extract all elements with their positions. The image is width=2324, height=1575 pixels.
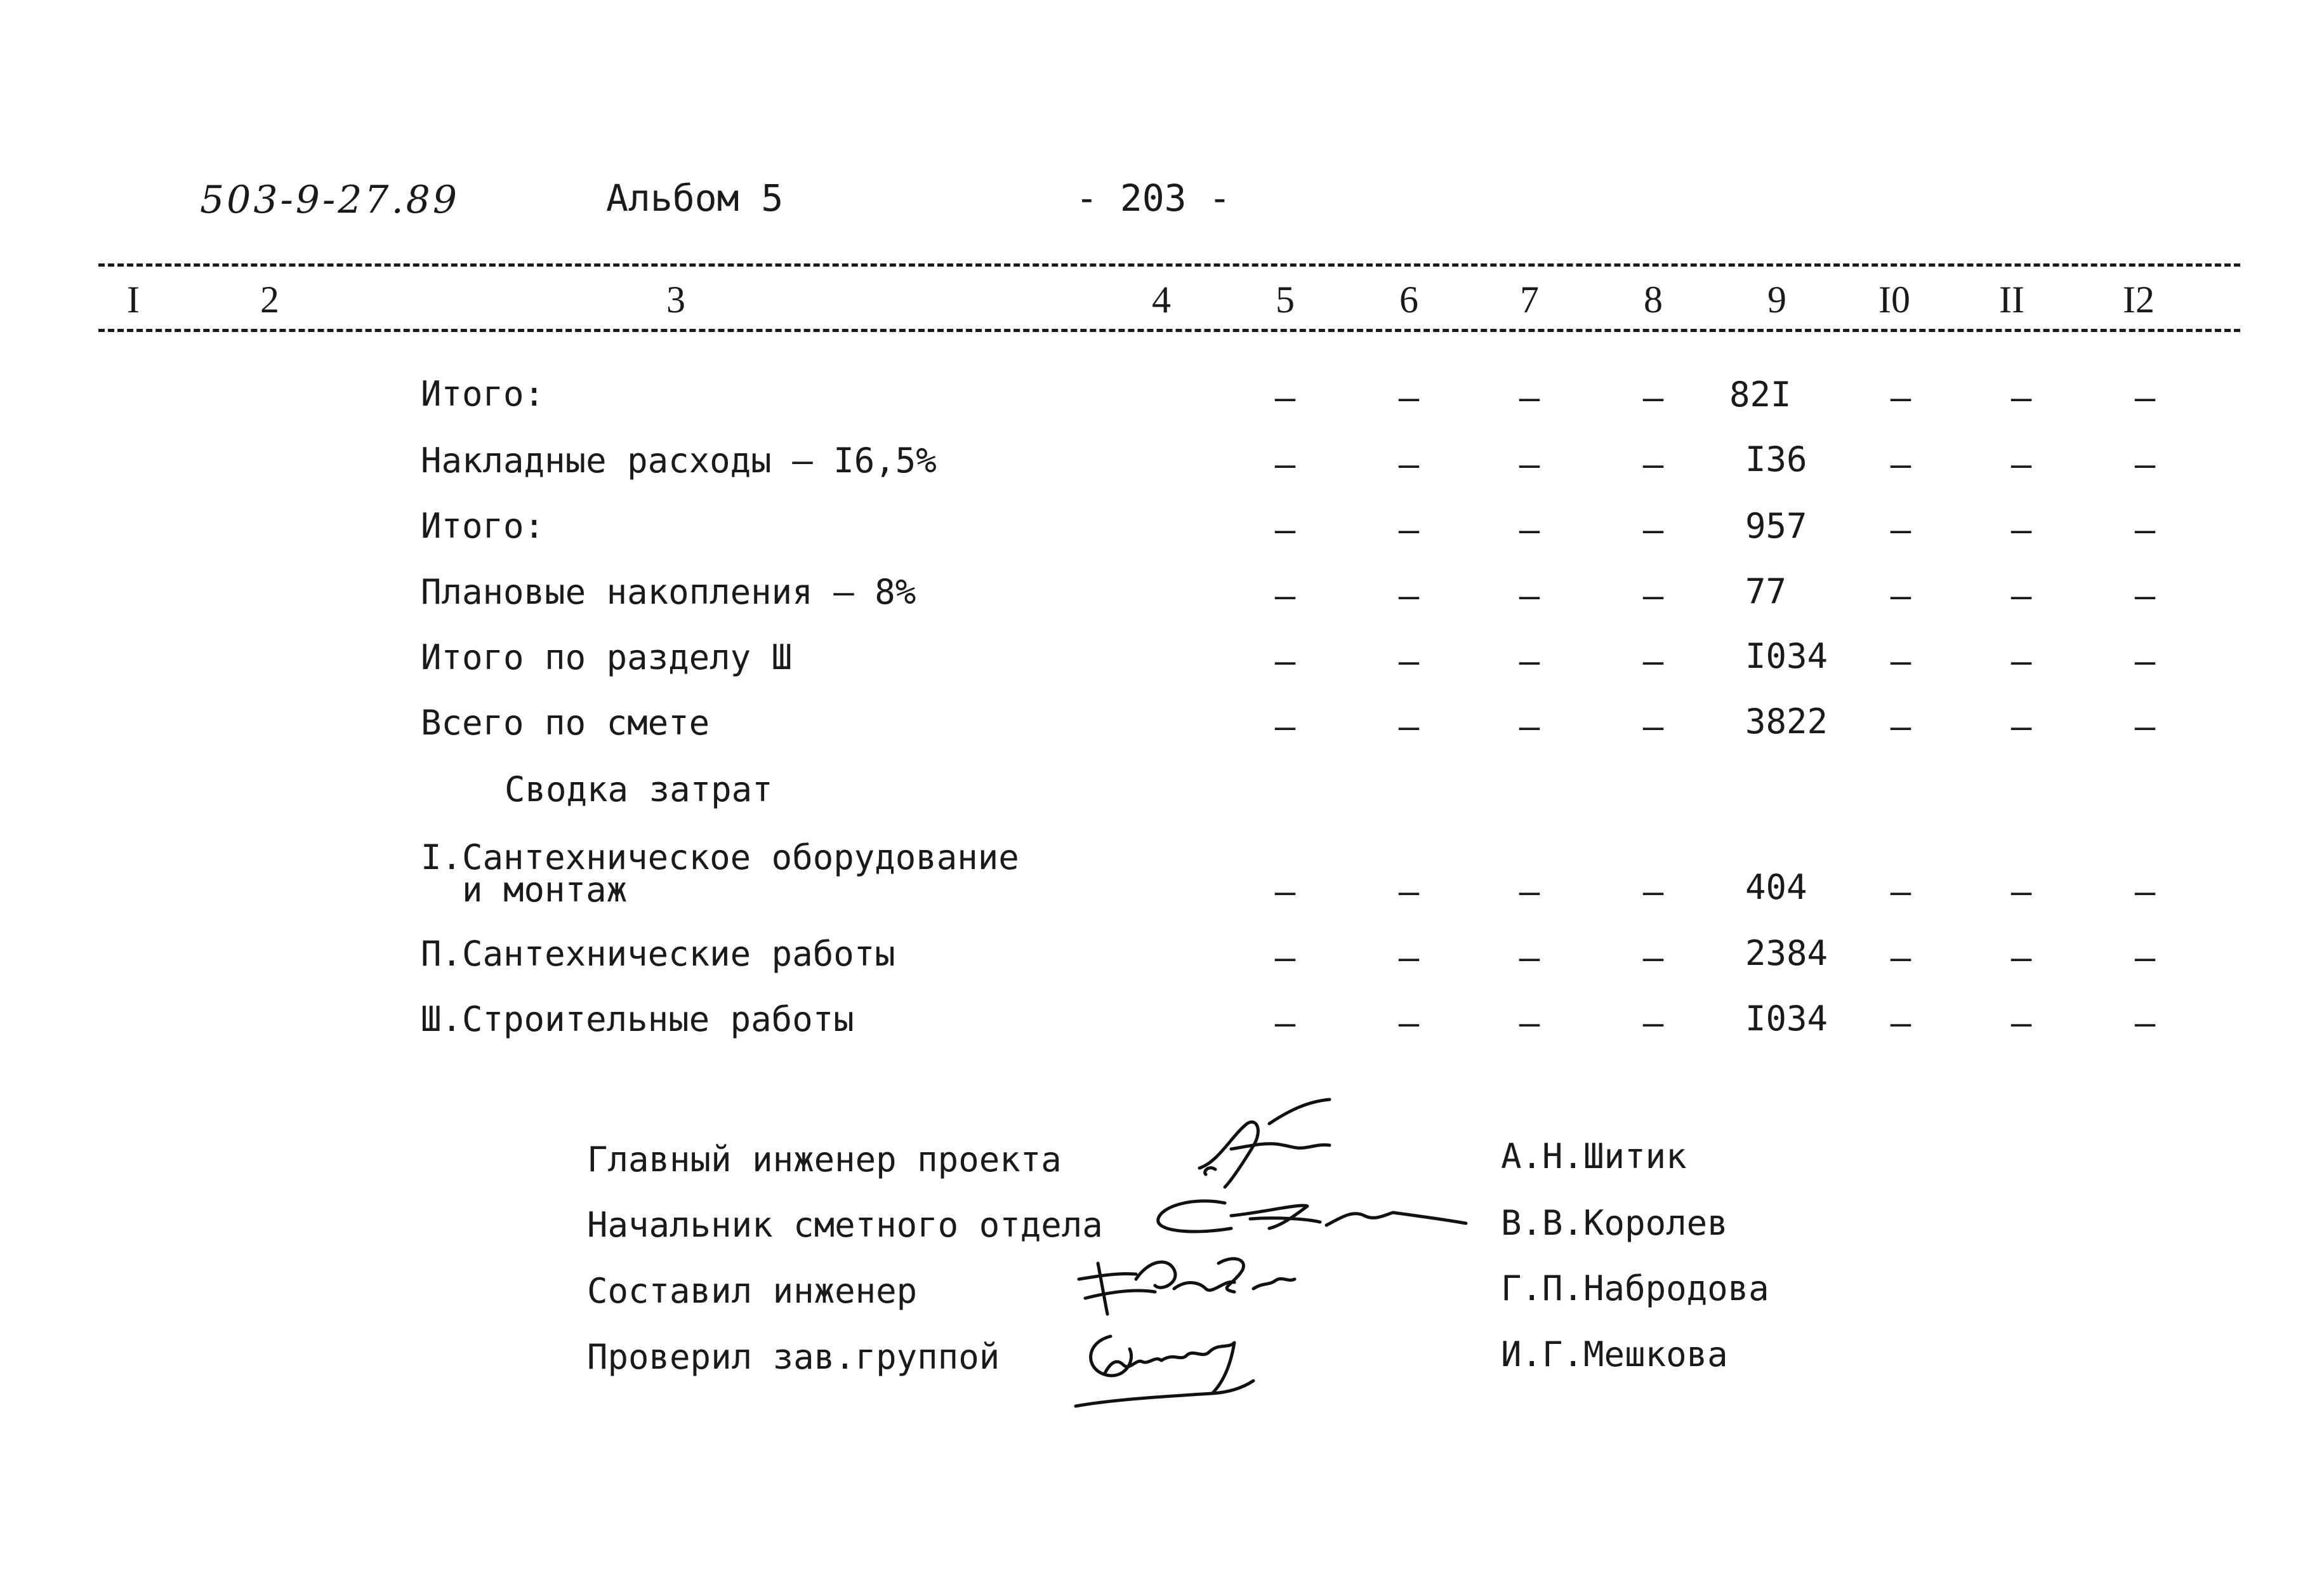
signature-role: Начальник сметного отдела (587, 1205, 1103, 1245)
signature-scribble-estimate-head (1155, 1190, 1472, 1247)
cell-col9: 82I (1729, 375, 1792, 415)
cell-col10: – (1890, 938, 1911, 978)
cell-col6: – (1398, 444, 1420, 484)
document-code: 503-9-27.89 (200, 178, 460, 222)
signature-scribble-chief-engineer (1193, 1098, 1358, 1193)
cell-col8: – (1642, 872, 1664, 912)
cell-col9: 957 (1745, 506, 1807, 546)
cell-col7: – (1519, 378, 1540, 418)
summary-title: Сводка затрат (505, 769, 773, 809)
row-label-continuation: и монтаж (462, 870, 628, 910)
row-label: Итого: (421, 374, 545, 414)
cell-col10: – (1890, 510, 1911, 550)
cell-col12: – (2134, 576, 2156, 616)
row-label: П.Сантехнические работы (421, 934, 895, 974)
cell-col12: – (2134, 1003, 2156, 1043)
column-number: 6 (1399, 279, 1418, 321)
cell-col12: – (2134, 444, 2156, 484)
signature-role: Главный инженер проекта (587, 1140, 1062, 1180)
row-label: Ш.Строительные работы (421, 999, 854, 1039)
row-label: Накладные расходы – I6,5% (421, 441, 937, 481)
cell-col12: – (2134, 378, 2156, 418)
cell-col5: – (1274, 938, 1296, 978)
cell-col10: – (1890, 872, 1911, 912)
cell-col5: – (1274, 510, 1296, 550)
cell-col10: – (1890, 378, 1911, 418)
cell-col8: – (1642, 1003, 1664, 1043)
header-bottom-rule (98, 329, 2240, 332)
cell-col10: – (1890, 641, 1911, 681)
column-number: I2 (2123, 279, 2155, 321)
cell-col6: – (1398, 938, 1420, 978)
column-number: II (1999, 279, 2024, 321)
cell-col9: I36 (1745, 439, 1807, 479)
cell-col8: – (1642, 576, 1664, 616)
cell-col10: – (1890, 444, 1911, 484)
cell-col5: – (1274, 1003, 1296, 1043)
cell-col12: – (2134, 938, 2156, 978)
cell-col9: I034 (1745, 999, 1828, 1039)
column-number: I0 (1878, 279, 1910, 321)
cell-col5: – (1274, 378, 1296, 418)
signature-scribble-group-head (1073, 1324, 1288, 1412)
cell-col10: – (1890, 576, 1911, 616)
cell-col7: – (1519, 938, 1540, 978)
cell-col9: 77 (1745, 571, 1787, 611)
cell-col11: – (2010, 576, 2032, 616)
row-label: Итого по разделу Ш (421, 637, 793, 677)
cell-col11: – (2010, 510, 2032, 550)
cell-col8: – (1642, 707, 1664, 747)
cell-col7: – (1519, 872, 1540, 912)
cell-col6: – (1398, 707, 1420, 747)
cell-col7: – (1519, 1003, 1540, 1043)
cell-col12: – (2134, 872, 2156, 912)
cell-col12: – (2134, 510, 2156, 550)
row-label: Плановые накопления – 8% (421, 572, 916, 612)
cell-col5: – (1274, 872, 1296, 912)
cell-col11: – (2010, 938, 2032, 978)
cell-col7: – (1519, 641, 1540, 681)
column-number: 9 (1767, 279, 1786, 321)
album-label: Альбом 5 (606, 176, 784, 220)
cell-col12: – (2134, 707, 2156, 747)
signature-name: В.В.Королев (1501, 1203, 1728, 1243)
cell-col12: – (2134, 641, 2156, 681)
signature-name: А.Н.Шитик (1501, 1136, 1687, 1176)
cell-col5: – (1274, 707, 1296, 747)
cell-col6: – (1398, 641, 1420, 681)
cell-col11: – (2010, 707, 2032, 747)
column-number: 3 (666, 279, 685, 321)
cell-col9: 3822 (1745, 701, 1828, 741)
header-top-rule (98, 263, 2240, 267)
cell-col10: – (1890, 707, 1911, 747)
cell-col11: – (2010, 444, 2032, 484)
cell-col7: – (1519, 707, 1540, 747)
cell-col6: – (1398, 378, 1420, 418)
cell-col11: – (2010, 378, 2032, 418)
cell-col5: – (1274, 444, 1296, 484)
cell-col5: – (1274, 641, 1296, 681)
cell-col7: – (1519, 444, 1540, 484)
signature-scribble-compiler (1073, 1254, 1314, 1324)
column-number: 4 (1152, 279, 1171, 321)
cell-col7: – (1519, 576, 1540, 616)
cell-col8: – (1642, 444, 1664, 484)
cell-col11: – (2010, 872, 2032, 912)
row-label: Всего по смете (421, 703, 710, 743)
signature-role: Проверил зав.группой (587, 1337, 1000, 1377)
column-number: 7 (1520, 279, 1539, 321)
cell-col11: – (2010, 641, 2032, 681)
cell-col10: – (1890, 1003, 1911, 1043)
cell-col8: – (1642, 510, 1664, 550)
cell-col6: – (1398, 510, 1420, 550)
cell-col9: 2384 (1745, 933, 1828, 973)
signature-role: Составил инженер (587, 1271, 918, 1311)
signature-name: И.Г.Мешкова (1501, 1334, 1728, 1374)
cell-col6: – (1398, 576, 1420, 616)
cell-col5: – (1274, 576, 1296, 616)
cell-col9: 404 (1745, 867, 1807, 907)
column-number: 5 (1276, 279, 1295, 321)
cell-col11: – (2010, 1003, 2032, 1043)
cell-col8: – (1642, 378, 1664, 418)
column-number: I (127, 279, 140, 321)
signature-name: Г.П.Набродова (1501, 1268, 1769, 1308)
cell-col7: – (1519, 510, 1540, 550)
row-label: Итого: (421, 506, 545, 546)
row-label: I.Сантехническое оборудование (421, 837, 1019, 877)
column-number: 2 (260, 279, 279, 321)
column-number: 8 (1644, 279, 1663, 321)
page-number: - 203 - (1076, 176, 1231, 220)
cell-col9: I034 (1745, 636, 1828, 676)
cell-col8: – (1642, 641, 1664, 681)
cell-col6: – (1398, 872, 1420, 912)
cell-col6: – (1398, 1003, 1420, 1043)
cell-col8: – (1642, 938, 1664, 978)
